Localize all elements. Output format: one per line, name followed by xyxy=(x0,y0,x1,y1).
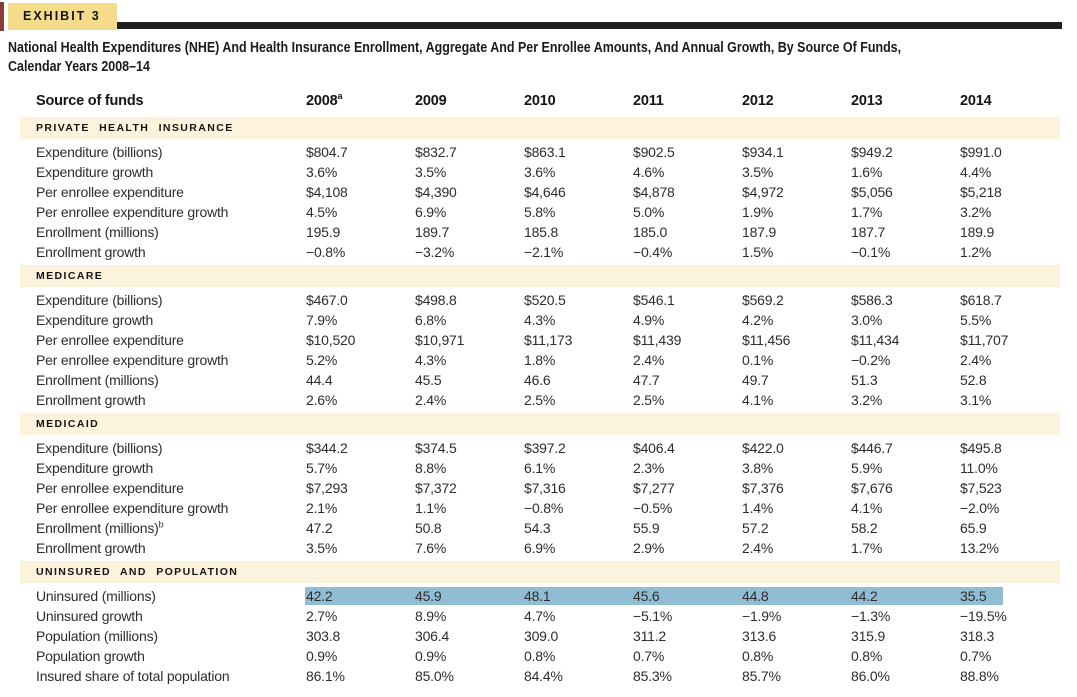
cell-value: 2.1% xyxy=(306,500,338,516)
row-label: Expenditure growth xyxy=(36,164,154,180)
cell-value: 88.8% xyxy=(960,668,999,684)
cell-value: 0.9% xyxy=(415,648,447,664)
cell-value: 46.6 xyxy=(524,372,551,388)
cell-value: 306.4 xyxy=(415,628,450,644)
cell-value: 4.1% xyxy=(851,500,883,516)
cell-value: $4,108 xyxy=(306,184,348,200)
cell-value: $7,376 xyxy=(742,480,784,496)
column-header-year-2008: 2008$^a$ xyxy=(306,91,343,109)
table-row-expenditure-billions xyxy=(20,290,1060,310)
cell-value: 84.4% xyxy=(524,668,563,684)
cell-value: $406.4 xyxy=(633,440,675,456)
cell-value: 195.9 xyxy=(306,224,341,240)
cell-value: 189.7 xyxy=(415,224,450,240)
cell-value: 45.6 xyxy=(633,588,660,604)
cell-value: 4.6% xyxy=(633,164,665,180)
exhibit-title-line2: Calendar Years 2008–14 xyxy=(8,59,150,75)
page-edge-artifact xyxy=(0,2,4,31)
cell-value: 2.4% xyxy=(633,352,665,368)
table-row-uninsured-growth xyxy=(20,606,1060,626)
row-label: Enrollment growth xyxy=(36,392,146,408)
cell-value: $344.2 xyxy=(306,440,348,456)
cell-value: $949.2 xyxy=(851,144,893,160)
row-label: Insured share of total population xyxy=(36,668,230,684)
row-label: Expenditure (billions) xyxy=(36,440,163,456)
cell-value: 2.9% xyxy=(633,540,665,556)
row-label: Uninsured growth xyxy=(36,608,143,624)
table-row-expenditure-growth xyxy=(20,162,1060,182)
cell-value: 5.8% xyxy=(524,204,556,220)
cell-value: 185.8 xyxy=(524,224,559,240)
cell-value: 4.2% xyxy=(742,312,774,328)
row-label: Expenditure growth xyxy=(36,312,154,328)
table-row-uninsured-millions xyxy=(20,586,1060,606)
table-row-per-enrollee-expenditure-growth xyxy=(20,498,1060,518)
cell-value: 185.0 xyxy=(633,224,668,240)
table-row-population-growth xyxy=(20,646,1060,666)
table-row-per-enrollee-expenditure-growth xyxy=(20,350,1060,370)
cell-value: 2.7% xyxy=(306,608,338,624)
table-row-per-enrollee-expenditure xyxy=(20,182,1060,202)
cell-value: 303.8 xyxy=(306,628,341,644)
row-label: Per enrollee expenditure growth xyxy=(36,204,229,220)
cell-value: 5.2% xyxy=(306,352,338,368)
cell-value: $10,971 xyxy=(415,332,465,348)
exhibit-table xyxy=(20,88,1060,686)
table-row-enrollment-growth xyxy=(20,390,1060,410)
cell-value: −2.0% xyxy=(960,500,1000,516)
cell-value: 49.7 xyxy=(742,372,769,388)
cell-value: 4.1% xyxy=(742,392,774,408)
section-header-private-health-insurance: PRIVATE HEALTH INSURANCE xyxy=(20,117,1060,139)
exhibit-title xyxy=(8,39,1077,77)
cell-value: $546.1 xyxy=(633,292,675,308)
column-header-source-of-funds: Source of funds xyxy=(36,93,144,109)
cell-value: 42.2 xyxy=(306,588,333,604)
cell-value: −0.4% xyxy=(633,244,673,260)
row-label: Population growth xyxy=(36,648,145,664)
cell-value: 44.2 xyxy=(851,588,878,604)
table-row-per-enrollee-expenditure-growth xyxy=(20,202,1060,222)
cell-value: 7.6% xyxy=(415,540,447,556)
cell-value: 51.3 xyxy=(851,372,878,388)
cell-value: $498.8 xyxy=(415,292,457,308)
cell-value: 0.9% xyxy=(306,648,338,664)
cell-value: $374.5 xyxy=(415,440,457,456)
cell-value: 2.4% xyxy=(742,540,774,556)
table-row-per-enrollee-expenditure xyxy=(20,330,1060,350)
cell-value: 86.1% xyxy=(306,668,345,684)
cell-value: 3.5% xyxy=(306,540,338,556)
cell-value: 1.4% xyxy=(742,500,774,516)
cell-value: 0.8% xyxy=(742,648,774,664)
cell-value: 85.0% xyxy=(415,668,454,684)
table-row-expenditure-growth xyxy=(20,458,1060,478)
cell-value: 65.9 xyxy=(960,520,987,536)
cell-value: $991.0 xyxy=(960,144,1002,160)
cell-value: 2.4% xyxy=(960,352,992,368)
table-row-enrollment-growth xyxy=(20,538,1060,558)
table-row-expenditure-growth xyxy=(20,310,1060,330)
row-label: Enrollment (millions) xyxy=(36,224,159,240)
cell-value: 3.5% xyxy=(415,164,447,180)
cell-value: $832.7 xyxy=(415,144,457,160)
cell-value: 2.5% xyxy=(524,392,556,408)
cell-value: 6.8% xyxy=(415,312,447,328)
cell-value: 8.9% xyxy=(415,608,447,624)
cell-value: 48.1 xyxy=(524,588,551,604)
row-label: Expenditure (billions) xyxy=(36,144,163,160)
cell-value: −0.8% xyxy=(306,244,346,260)
top-rule-divider xyxy=(8,22,1062,29)
column-header-year-2012: 2012 xyxy=(742,93,774,109)
cell-value: −0.5% xyxy=(633,500,673,516)
cell-value: $446.7 xyxy=(851,440,893,456)
row-label: Per enrollee expenditure xyxy=(36,332,184,348)
cell-value: $586.3 xyxy=(851,292,893,308)
column-header-year-2011: 2011 xyxy=(633,93,664,109)
cell-value: 2.5% xyxy=(633,392,665,408)
cell-value: $422.0 xyxy=(742,440,784,456)
cell-value: 3.6% xyxy=(306,164,338,180)
table-row-per-enrollee-expenditure xyxy=(20,478,1060,498)
cell-value: 187.7 xyxy=(851,224,886,240)
row-label: Per enrollee expenditure growth xyxy=(36,500,229,516)
cell-value: 85.3% xyxy=(633,668,672,684)
row-label: Per enrollee expenditure xyxy=(36,480,184,496)
cell-value: 0.8% xyxy=(524,648,556,664)
cell-value: 189.9 xyxy=(960,224,995,240)
cell-value: 3.1% xyxy=(960,392,992,408)
cell-value: 3.2% xyxy=(851,392,883,408)
cell-value: 318.3 xyxy=(960,628,995,644)
cell-value: 11.0% xyxy=(960,460,998,476)
cell-value: 54.3 xyxy=(524,520,551,536)
row-label: Enrollment (millions)$^b$ xyxy=(36,519,164,536)
row-label: Population (millions) xyxy=(36,628,158,644)
cell-value: 47.2 xyxy=(306,520,333,536)
cell-value: 4.3% xyxy=(415,352,447,368)
section-header-medicaid: MEDICAID xyxy=(20,413,1060,435)
cell-value: $11,456 xyxy=(742,332,791,348)
cell-value: $902.5 xyxy=(633,144,675,160)
cell-value: 5.5% xyxy=(960,312,992,328)
column-header-year-2009: 2009 xyxy=(415,93,447,109)
cell-value: 5.0% xyxy=(633,204,665,220)
exhibit-label: EXHIBIT 3 xyxy=(8,3,117,30)
cell-value: $11,173 xyxy=(524,332,573,348)
cell-value: 7.9% xyxy=(306,312,338,328)
exhibit-title-line1: National Health Expenditures (NHE) And Health Insurance Enrollment, Aggregate And Per Enrollee Amounts, And Annual Growth, By Source Of Funds, xyxy=(8,40,902,56)
row-label: Per enrollee expenditure xyxy=(36,184,184,200)
cell-value: 57.2 xyxy=(742,520,769,536)
row-label: Enrollment growth xyxy=(36,244,146,260)
cell-value: 4.9% xyxy=(633,312,665,328)
cell-value: −0.1% xyxy=(851,244,891,260)
cell-value: −19.5% xyxy=(960,608,1007,624)
row-label: Expenditure (billions) xyxy=(36,292,163,308)
cell-value: −0.2% xyxy=(851,352,891,368)
cell-value: 187.9 xyxy=(742,224,777,240)
table-row-insured-share-of-total-population xyxy=(20,666,1060,686)
table-row-enrollment-millions xyxy=(20,222,1060,242)
cell-value: 6.9% xyxy=(415,204,447,220)
cell-value: 0.8% xyxy=(851,648,883,664)
cell-value: $863.1 xyxy=(524,144,566,160)
cell-value: −1.3% xyxy=(851,608,891,624)
row-label: Uninsured (millions) xyxy=(36,588,156,604)
column-header-year-2010: 2010 xyxy=(524,93,556,109)
column-header-year-2013: 2013 xyxy=(851,93,883,109)
column-header-year-2014: 2014 xyxy=(960,93,992,109)
cell-value: 52.8 xyxy=(960,372,987,388)
cell-value: $4,390 xyxy=(415,184,457,200)
cell-value: $11,707 xyxy=(960,332,1009,348)
cell-value: $569.2 xyxy=(742,292,784,308)
cell-value: 4.3% xyxy=(524,312,556,328)
table-row-expenditure-billions xyxy=(20,438,1060,458)
cell-value: 6.9% xyxy=(524,540,556,556)
section-header-uninsured-and-population: UNINSURED AND POPULATION xyxy=(20,561,1060,583)
cell-value: $7,372 xyxy=(415,480,457,496)
cell-value: $4,646 xyxy=(524,184,566,200)
cell-value: 35.5 xyxy=(960,588,987,604)
cell-value: 1.6% xyxy=(851,164,883,180)
cell-value: $5,056 xyxy=(851,184,893,200)
cell-value: −5.1% xyxy=(633,608,673,624)
cell-value: 50.8 xyxy=(415,520,442,536)
cell-value: 3.2% xyxy=(960,204,992,220)
table-row-population-millions xyxy=(20,626,1060,646)
section-header-medicare: MEDICARE xyxy=(20,265,1060,287)
cell-value: $7,523 xyxy=(960,480,1002,496)
cell-value: 5.7% xyxy=(306,460,338,476)
cell-value: 315.9 xyxy=(851,628,886,644)
cell-value: 2.6% xyxy=(306,392,338,408)
cell-value: $495.8 xyxy=(960,440,1002,456)
cell-value: 13.2% xyxy=(960,540,999,556)
table-row-enrollment-millions xyxy=(20,518,1060,538)
cell-value: 3.6% xyxy=(524,164,556,180)
row-footnote-marker: b xyxy=(158,519,164,530)
row-label: Per enrollee expenditure growth xyxy=(36,352,229,368)
cell-value: $11,434 xyxy=(851,332,900,348)
cell-value: $397.2 xyxy=(524,440,566,456)
cell-value: $4,972 xyxy=(742,184,784,200)
cell-value: 0.7% xyxy=(633,648,665,664)
cell-value: $5,218 xyxy=(960,184,1002,200)
cell-value: 3.0% xyxy=(851,312,883,328)
cell-value: 86.0% xyxy=(851,668,890,684)
cell-value: 4.7% xyxy=(524,608,556,624)
cell-value: 1.2% xyxy=(960,244,992,260)
row-label: Expenditure growth xyxy=(36,460,154,476)
cell-value: −1.9% xyxy=(742,608,782,624)
cell-value: $804.7 xyxy=(306,144,348,160)
cell-value: 55.9 xyxy=(633,520,660,536)
cell-value: $10,520 xyxy=(306,332,356,348)
cell-value: $467.0 xyxy=(306,292,348,308)
cell-value: $7,316 xyxy=(524,480,566,496)
cell-value: 2.3% xyxy=(633,460,665,476)
table-row-enrollment-growth xyxy=(20,242,1060,262)
cell-value: 4.4% xyxy=(960,164,992,180)
row-label: Enrollment (millions) xyxy=(36,372,159,388)
cell-value: 1.9% xyxy=(742,204,774,220)
table-row-expenditure-billions xyxy=(20,142,1060,162)
cell-value: −0.8% xyxy=(524,500,564,516)
cell-value: 3.8% xyxy=(742,460,774,476)
cell-value: 2.4% xyxy=(415,392,447,408)
cell-value: 3.5% xyxy=(742,164,774,180)
cell-value: $4,878 xyxy=(633,184,675,200)
cell-value: 8.8% xyxy=(415,460,447,476)
cell-value: 5.9% xyxy=(851,460,883,476)
cell-value: 1.7% xyxy=(851,540,883,556)
cell-value: $618.7 xyxy=(960,292,1002,308)
cell-value: 4.5% xyxy=(306,204,338,220)
cell-value: 44.4 xyxy=(306,372,333,388)
cell-value: 47.7 xyxy=(633,372,660,388)
cell-value: $520.5 xyxy=(524,292,566,308)
cell-value: 44.8 xyxy=(742,588,769,604)
cell-value: −2.1% xyxy=(524,244,564,260)
cell-value: 1.1% xyxy=(415,500,447,516)
cell-value: $7,277 xyxy=(633,480,675,496)
cell-value: $7,293 xyxy=(306,480,348,496)
cell-value: $934.1 xyxy=(742,144,784,160)
table-header-row xyxy=(20,88,1060,114)
cell-value: 6.1% xyxy=(524,460,556,476)
cell-value: 45.9 xyxy=(415,588,442,604)
cell-value: 311.2 xyxy=(633,628,666,644)
cell-value: $7,676 xyxy=(851,480,893,496)
cell-value: 1.7% xyxy=(851,204,883,220)
year-footnote-marker: a xyxy=(337,91,343,102)
table-row-enrollment-millions xyxy=(20,370,1060,390)
row-label: Enrollment growth xyxy=(36,540,146,556)
cell-value: $11,439 xyxy=(633,332,682,348)
cell-value: 0.1% xyxy=(742,352,774,368)
cell-value: 85.7% xyxy=(742,668,781,684)
cell-value: 0.7% xyxy=(960,648,992,664)
cell-value: 1.5% xyxy=(742,244,774,260)
cell-value: 45.5 xyxy=(415,372,442,388)
cell-value: 309.0 xyxy=(524,628,559,644)
cell-value: 1.8% xyxy=(524,352,556,368)
cell-value: −3.2% xyxy=(415,244,455,260)
cell-value: 313.6 xyxy=(742,628,777,644)
cell-value: 58.2 xyxy=(851,520,878,536)
